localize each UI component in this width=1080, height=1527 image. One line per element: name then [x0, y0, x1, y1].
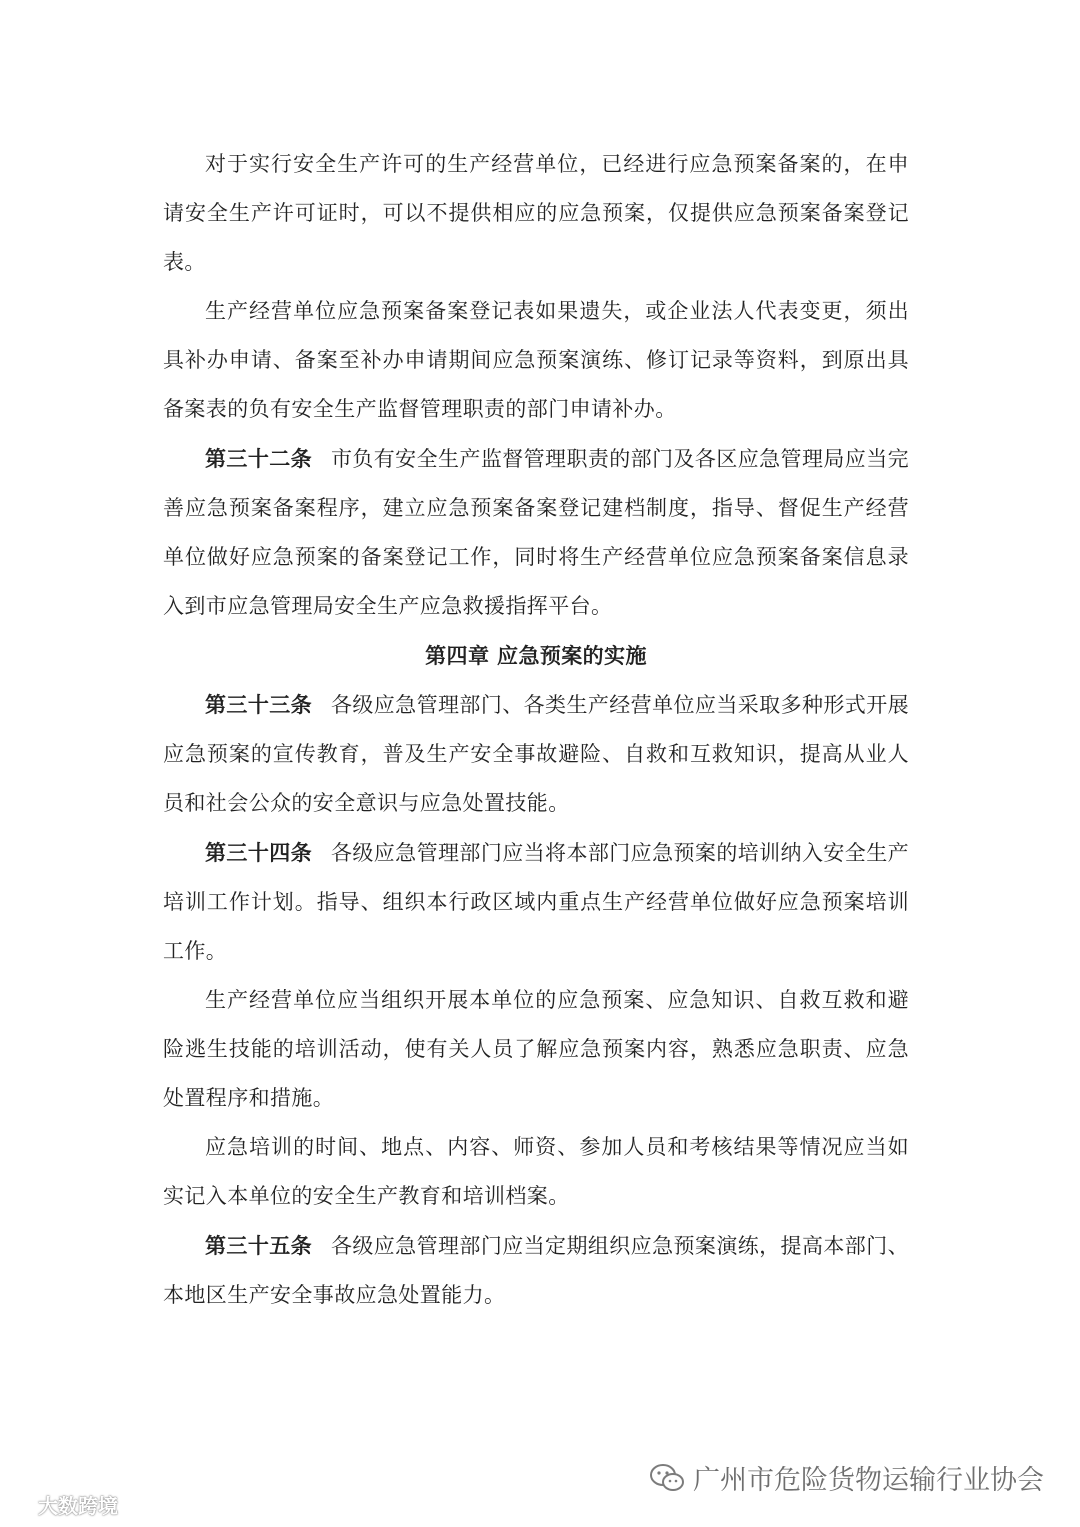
wechat-icon — [649, 1463, 685, 1493]
article-number: 第三十四条 — [205, 840, 313, 865]
paragraph-text: 生产经营单位应急预案备案登记表如果遗失，或企业法人代表变更，须出具补办申请、备案至补办申请期间应急预案演练、修订记录等资料，到原出具备案表的负有安全生产监督管理职责的部门申请补办。 — [163, 299, 909, 421]
source-watermark — [649, 1458, 1044, 1497]
corner-mark-text: 大数跨境 — [38, 1494, 118, 1518]
paragraph-text: 各级应急管理部门应当将本部门应急预案的培训纳入安全生产培训工作计划。指导、组织本行政区域内重点生产经营单位做好应急预案培训工作。 — [163, 841, 909, 963]
cloud-logo-icon — [4, 1496, 34, 1514]
paragraph-training-activities — [163, 976, 909, 1123]
paragraph-1 — [163, 140, 909, 287]
article-number: 第三十三条 — [205, 692, 313, 717]
paragraph-2 — [163, 287, 909, 434]
article-32 — [163, 434, 909, 631]
article-33 — [163, 680, 909, 828]
paragraph-training-records — [163, 1123, 909, 1221]
article-35 — [163, 1221, 909, 1320]
watermark-text: 广州市危险货物运输行业协会 — [693, 1465, 1044, 1496]
paragraph-text: 市负有安全生产监督管理职责的部门及各区应急管理局应当完善应急预案备案程序，建立应急预案备案登记建档制度，指导、督促生产经营单位做好应急预案的备案登记工作，同时将生产经营单位应急预案备案信息录入到市应急管理局安全生产应急救援指挥平台。 — [163, 447, 909, 618]
article-number: 第三十五条 — [205, 1233, 313, 1258]
paragraph-text: 对于实行安全生产许可的生产经营单位，已经进行应急预案备案的，在申请安全生产许可证时，可以不提供相应的应急预案，仅提供应急预案备案登记表。 — [163, 152, 909, 274]
paragraph-text: 各级应急管理部门应当定期组织应急预案演练，提高本部门、本地区生产安全事故应急处置能力。 — [163, 1234, 909, 1307]
paragraph-text: 各级应急管理部门、各类生产经营单位应当采取多种形式开展应急预案的宣传教育，普及生产安全事故避险、自救和互救知识，提高从业人员和社会公众的安全意识与应急处置技能。 — [163, 693, 909, 815]
paragraph-text: 应急培训的时间、地点、内容、师资、参加人员和考核结果等情况应当如实记入本单位的安全生产教育和培训档案。 — [163, 1135, 909, 1208]
article-number: 第三十二条 — [205, 446, 313, 471]
paragraph-text: 生产经营单位应当组织开展本单位的应急预案、应急知识、自救互救和避险逃生技能的培训活动，使有关人员了解应急预案内容，熟悉应急职责、应急处置程序和措施。 — [163, 988, 909, 1110]
chapter-title: 第四章 应急预案的实施 — [425, 643, 647, 668]
article-34 — [163, 828, 909, 976]
document-page — [163, 140, 909, 1320]
corner-watermark — [4, 1490, 118, 1519]
